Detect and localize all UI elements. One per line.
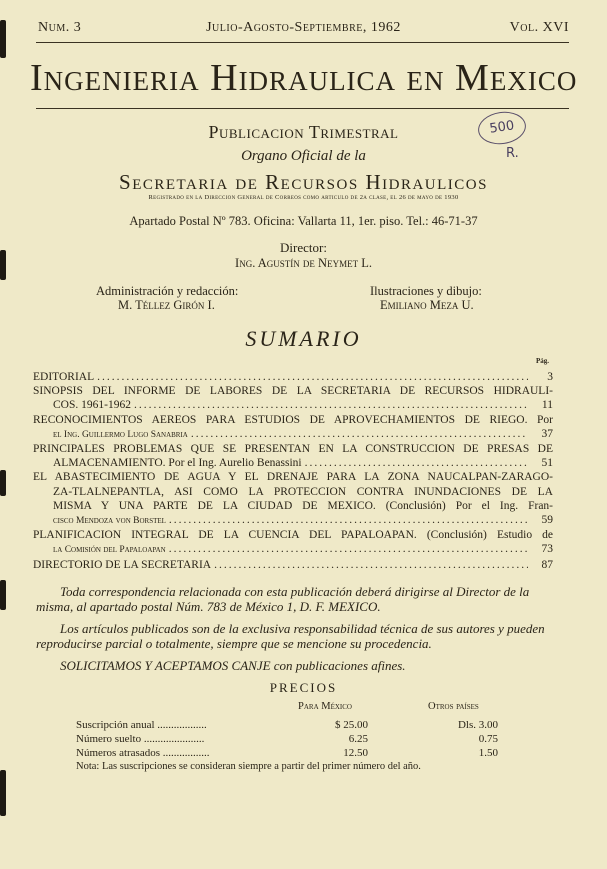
toc-title-cont: ALMACENAMIENTO. Por el Ing. Aurelio Benassini — [53, 457, 302, 470]
toc-title: DIRECTORIO DE LA SECRETARIA — [33, 558, 212, 571]
handwritten-initial: R. — [506, 146, 519, 161]
price-mexico: 6.25 — [348, 733, 368, 745]
illustrations-name: Emiliano Meza U. — [380, 298, 474, 312]
toc-title-cont: ZA-TLALNEPANTLA, ASI COMO LA PROTECCION CONTRA INUNDACIONES DE LA — [53, 485, 553, 498]
toc-entry — [33, 370, 553, 384]
issue-header — [38, 20, 569, 40]
toc-title: EDITORIAL — [33, 371, 95, 383]
director-name: Ing. Agustín de Neymet L. — [235, 256, 372, 270]
notes-block — [36, 584, 556, 680]
toc-author: la Comisión del Papaloapan — [53, 545, 166, 556]
price-otros: Dls. 3.00 — [457, 719, 498, 731]
toc-title: SINOPSIS DEL INFORME DE LABORES DE LA SECRETARIA DE RECURSOS HIDRAULI- — [33, 385, 553, 398]
price-label: Número suelto ...................... — [76, 733, 205, 745]
subscription-note: Nota: Las suscripciones se consideran siempre a partir del primer número del año. — [76, 761, 421, 772]
toc-entry — [33, 384, 553, 412]
header-rule — [36, 42, 569, 43]
volume-number: Vol. XVI — [509, 20, 569, 35]
toc-entry — [33, 470, 553, 528]
toc-author: cisco Mendoza von Borstel — [53, 516, 166, 527]
price-label: Suscripción anual .................. — [76, 719, 207, 731]
toc-page: 51 — [541, 457, 553, 470]
toc-title: PLANIFICACION INTEGRAL DE LA CUENCIA DEL PAPALOAPAN. (Conclusión) Estudio de — [33, 529, 553, 542]
price-mexico: $ 25.00 — [335, 719, 368, 731]
publication-subtitle: Publicacion Trimestral — [208, 122, 399, 142]
price-label: Números atrasados ................. — [76, 747, 210, 759]
toc-entry — [33, 528, 553, 557]
handwritten-stamp: 500 — [476, 109, 528, 147]
table-of-contents — [33, 370, 553, 572]
responsibility-note: Los artículos publicados son de la exclusiva responsabilidad técnica de sus autores y pueden reproducirse parcial o totalmente, siempre que se mencione su procedencia. — [36, 621, 545, 651]
organo-line: Organo Oficial de la — [241, 148, 366, 164]
admin-name: M. Téllez Girón I. — [118, 298, 215, 312]
toc-title: RECONOCIMIENTOS AEREOS PARA ESTUDIOS DE APROVECHAMIENTOS DE RIEGO. Por — [33, 413, 553, 426]
toc-page: 73 — [541, 543, 553, 556]
toc-entry — [33, 558, 553, 572]
toc-entry — [33, 442, 553, 470]
toc-page: 3 — [547, 371, 553, 383]
correspondence-note: Toda correspondencia relacionada con esta publicación deberá dirigirse al Director de la misma, al apartado postal Núm. 783 de México 1, D. F. MEXICO. — [36, 584, 530, 614]
director-label: Director: — [280, 240, 327, 255]
issue-date: Julio-Agosto-Septiembre, 1962 — [206, 20, 401, 35]
toc-author: el Ing. Guillermo Lugo Sanabria — [53, 429, 188, 440]
toc-entry — [33, 413, 553, 442]
masthead-title: Ingenieria Hidraulica en Mexico — [30, 57, 578, 99]
admin-label: Administración y redacción: — [96, 284, 239, 298]
toc-title: PRINCIPALES PROBLEMAS QUE SE PRESENTAN EN LA CONSTRUCCION DE PRESAS DE — [33, 443, 553, 456]
prices-title: PRECIOS — [269, 680, 338, 695]
col-otros-header: Otros países — [428, 701, 479, 712]
toc-page: 37 — [541, 427, 553, 440]
price-mexico: 12.50 — [343, 747, 368, 759]
page-column-label: Pág. — [536, 357, 550, 365]
binding-mark — [0, 770, 6, 816]
sumario-title: SUMARIO — [245, 326, 362, 351]
price-otros: 0.75 — [478, 733, 498, 745]
issue-number: Num. 3 — [38, 20, 82, 35]
postal-address: Apartado Postal Nº 783. Oficina: Vallarta 11, 1er. piso. Tel.: 46-71-37 — [129, 214, 478, 228]
toc-page: 11 — [541, 399, 553, 412]
illustrations-label: Ilustraciones y dibujo: — [370, 284, 482, 298]
binding-mark — [0, 470, 6, 496]
toc-page: 59 — [541, 514, 553, 527]
secretaria-title: Secretaria de Recursos Hidraulicos — [119, 170, 488, 194]
masthead-rule — [36, 108, 569, 109]
canje-note: SOLICITAMOS Y ACEPTAMOS CANJE con publicaciones afines. — [60, 658, 406, 673]
toc-title-cont: MISMA Y UNA PARTE DE LA CIUDAD DE MEXICO. (Conclusión) Por el Ing. Fran- — [53, 499, 553, 512]
binding-mark — [0, 580, 6, 610]
toc-title-cont: COS. 1961-1962 — [53, 399, 131, 412]
price-otros: 1.50 — [478, 747, 498, 759]
col-mexico-header: Para México — [298, 701, 352, 712]
toc-page: 87 — [541, 558, 553, 571]
toc-title: EL ABASTECIMIENTO DE AGUA Y EL DRENAJE PARA LA ZONA NAUCALPAN-ZARAGO- — [33, 471, 553, 484]
registration-note: Registrado en la Direccion General de Correos como articulo de 2a clase, el 26 de mayo de 1930 — [148, 194, 459, 201]
binding-mark — [0, 20, 6, 58]
